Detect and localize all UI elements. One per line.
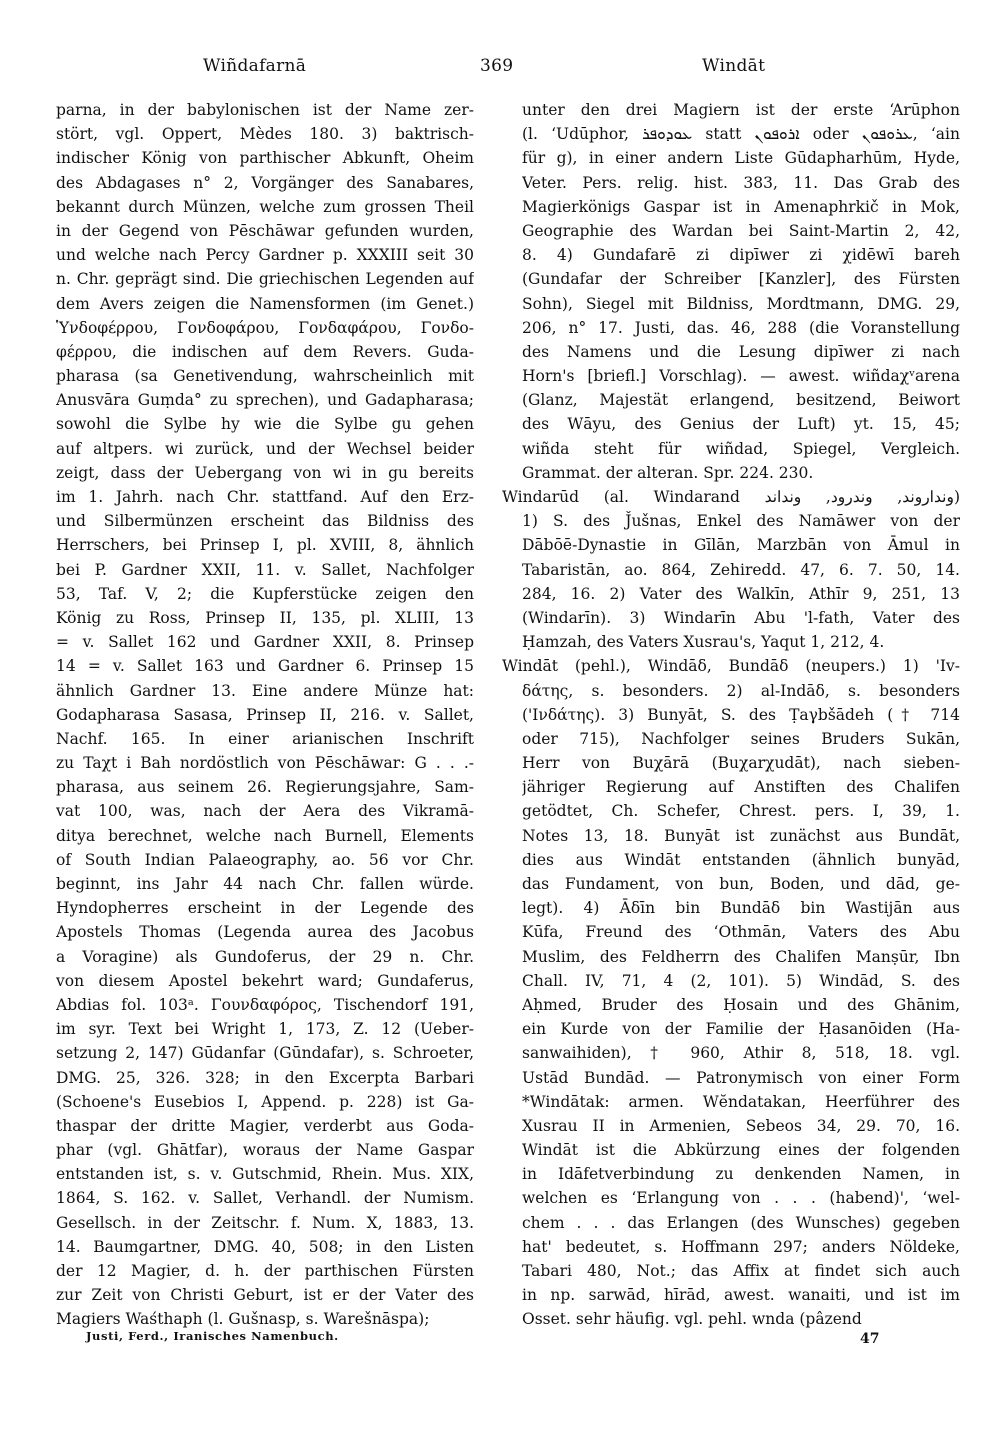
header-right-headword: Windāt [702, 56, 766, 76]
right-text-line: des Wāyu, des Genius der Luft) yt. 15, 45; [522, 415, 960, 434]
left-text-line: 53, Taf. V, 2; die Kupferstücke zeigen den [56, 584, 474, 603]
left-text-line: im syr. Text bei Wright 1, 173, Z. 12 (Ueber- [56, 1020, 474, 1039]
left-text-line: of South Indian Palaeography, ao. 56 vor Chr. [56, 850, 474, 869]
entry-text-line: getödtet, Ch. Schefer, Chrest. pers. I, 39, 1. [522, 802, 960, 821]
left-text-line: zur Zeit von Christi Geburt, ist er der Vater des [56, 1286, 474, 1305]
left-text-line: phar (vgl. Ghātfar), woraus der Name Gaspar [56, 1141, 474, 1160]
right-text-line: Grammat. der alteran. Spr. 224. 230. [522, 463, 814, 482]
right-text-line: (l. ʻUdūphor, ܥܘܕܘܦܪ statt ܐܪܘܦܘܢ oder ܥܪܘܦܘܢ, ʻain [522, 125, 960, 144]
left-text-line: indischer König von parthischer Abkunft, Oheim [56, 149, 474, 168]
right-text-line: Veter. Pers. relig. hist. 383, 11. Das Grab des [522, 173, 960, 192]
entry-text-line: hat' bedeutet, s. Hoffmann 297; anders Nöldeke, [522, 1237, 960, 1256]
entry-text-line: Xusrau II in Armenien, Sebeos 34, 29. 70, 16. [522, 1116, 960, 1135]
left-text-line: sowohl die Sylbe hy wie die Sylbe gu gehen [56, 415, 474, 434]
left-text-line: König zu Ross, Prinsep II, 135, pl. XLIII, 13 [56, 608, 474, 627]
right-text-line: unter den drei Magiern ist der erste ʻArūphon [522, 101, 960, 119]
right-text-line: (Glanz, Majestät erlangend, besitzend, Beiwort [522, 391, 960, 410]
left-text-line: in der Gegend von Pēschāwar gefunden wurden, [56, 221, 474, 240]
left-text-line: ditya berechnet, welche nach Burnell, Elements [56, 826, 474, 845]
right-text-line: 8. 4) Gundafarē zi dipīwer zi χidēwī bareh [522, 246, 960, 265]
entry-text-line: Tabari 480, Not.; das Affix at findet sich auch [522, 1262, 960, 1280]
left-text-line: dem Avers zeigen die Namensformen (im Genet.) [56, 294, 474, 313]
left-text-line: im 1. Jahrh. nach Chr. stattfand. Auf den Erz- [56, 488, 474, 506]
entry-text-line: Aḥmed, Bruder des Ḥosain und des Ghānim, [522, 995, 960, 1014]
left-text-line: parna, in der babylonischen ist der Name zer- [56, 101, 474, 119]
entry-text-line: Herr von Buχārā (Buχarχudāt), nach sieben- [522, 754, 960, 773]
left-text-line: 14. Baumgartner, DMG. 40, 508; in den Listen [56, 1237, 474, 1256]
left-text-line: zeigt, dass der Uebergang von wi in gu bereits [56, 463, 474, 482]
entry-text-line: (Windarīn). 3) Windarīn Abu 'l-fath, Vater des [522, 608, 960, 627]
left-text-line: Apostels Thomas (Legenda aurea des Jacobus [56, 923, 474, 942]
page-number: 369 [480, 56, 514, 76]
right-column [502, 98, 960, 1332]
entry-text-line: Muslim, des Feldherrn des Chalifen Manṣūr, Ibn [522, 947, 960, 966]
entry-text-line: welchen es ʻErlangung von . . . (habend)', ʻwel- [522, 1189, 960, 1208]
entry-text-line: *Windātak: armen. Wĕndatakan, Heerführer des [522, 1092, 960, 1111]
left-text-line: φέρρου, die indischen auf dem Revers. Guda- [56, 342, 474, 361]
entry-text-line: Windāt ist die Abkürzung eines der folgenden [522, 1141, 960, 1160]
left-text-line: Hyndopherres erscheint in der Legende des [56, 899, 474, 918]
entry-text-line: δάτης, s. besonders. 2) al-Indāδ, s. besonders [522, 681, 960, 700]
left-text-line: und Silbermünzen erscheint das Bildniss des [56, 512, 474, 531]
entry-text-line: das Fundament, von bun, Boden, und dād, ge- [522, 875, 960, 893]
right-text-line: Magierkönigs Gaspar ist in Amenaphrkič in Mok, [522, 197, 960, 216]
entry-text-line: Ustād Bundād. — Patronymisch von einer Form [522, 1068, 960, 1087]
left-text-line: auf altpers. wi zurück, und der Wechsel beider [56, 439, 474, 458]
left-text-line: 1864, S. 162. v. Sallet, Verhandl. der Numism. [56, 1189, 474, 1208]
right-text-line: des Namens und die Lesung dipīwer zi nach [522, 342, 960, 361]
right-text-line: Horn's [briefl.] Vorschlag). — awest. wiñdaχᵛarena [522, 367, 960, 386]
left-text-line: des Abdagases n° 2, Vorgänger des Sanabares, [56, 173, 474, 192]
left-text-line: Ὑνδοφέρρου, Γονδοφάρου, Γονδαφάρου, Γονδο- [56, 318, 474, 337]
left-text-line: n. Chr. geprägt sind. Die griechischen Legenden auf [56, 270, 474, 289]
left-text-line: 14 = v. Sallet 163 und Gardner 6. Prinsep 15 [56, 657, 474, 676]
right-text-line: (Gundafar der Schreiber [Kanzler], des Fürsten [522, 270, 960, 289]
entry-text-line: oder 715), Nachfolger seines Bruders Sukān, [522, 729, 960, 748]
entry-text-line: Chall. IV, 71, 4 (2, 101). 5) Windād, S. des [522, 971, 960, 990]
right-text-line: wiñda steht für wiñdad, Spiegel, Vergleich. [522, 439, 960, 458]
signature-mark: 47 [860, 1331, 880, 1347]
left-text-line: entstanden ist, s. v. Gutschmid, Rhein. Mus. XIX, [56, 1165, 474, 1184]
entry-text-line: Notes 13, 18. Bunyāt ist zunächst aus Bundāt, [522, 826, 960, 845]
left-text-line: stört, vgl. Oppert, Mèdes 180. 3) baktrisch- [56, 125, 474, 144]
entry-text-line: chem . . . das Erlangen (des Wunsches) gegeben [522, 1213, 960, 1232]
left-text-line: (Schoene's Eusebios I, Append. p. 228) ist Ga- [56, 1092, 474, 1111]
right-text-line: Sohn), Siegel mit Bildniss, Mordtmann, DMG. 29, [522, 294, 960, 313]
entry-text-line: ein Kurde von der Familie der Ḥasanōiden (Ha- [522, 1020, 960, 1039]
entry-text-line: Dābōē-Dynastie in Gīlān, Marzbān von Āmul in [522, 536, 960, 555]
entry-headword-line: Windarūd (al. Windarand ونداروند, وندرود, ونداند) [502, 488, 960, 506]
entry-text-line: Osset. sehr häufig. vgl. pehl. wnda (pâzend [522, 1310, 862, 1329]
left-text-line: Godapharasa Sasasa, Prinsep II, 216. v. Sallet, [56, 705, 474, 724]
header-left-headword: Wiñdafarnā [203, 56, 307, 76]
left-text-line: Herrschers, bei Prinsep I, pl. XVIII, 8, ähnlich [56, 536, 474, 555]
right-text-line: 206, n° 17. Justi, das. 46, 288 (die Voranstellung [522, 318, 960, 337]
left-text-line: Anusvāra Guṃda° zu sprechen), und Gadapharasa; [56, 391, 474, 410]
left-text-line: ähnlich Gardner 13. Eine andere Münze hat: [56, 681, 474, 700]
left-text-line: pharasa (sa Genetivendung, wahrscheinlich mit [56, 367, 474, 386]
left-text-line: Magiers Waśthaph (l. Gušnasp, s. Warešnāspa); [56, 1310, 430, 1329]
left-text-line: Gesellsch. in der Zeitschr. f. Num. X, 1883, 13. [56, 1213, 474, 1232]
imprint-line: Justi, Ferd., Iranisches Namenbuch. [86, 1329, 339, 1343]
entry-headword-line: Windāt (pehl.), Windāδ, Bundāδ (neupers.) 1) 'Iv- [502, 657, 960, 676]
left-text-line: DMG. 25, 326. 328; in den Excerpta Barbari [56, 1068, 474, 1087]
entry-text-line: jähriger Regierung auf Anstiften des Chalifen [522, 778, 960, 797]
entry-text-line: legt). 4) Āδīn bin Bundāδ bin Wastijān aus [522, 899, 960, 918]
entry-text-line: sanwaihiden), † 960, Athir 8, 518, 18. vgl. [522, 1044, 960, 1063]
left-text-line: zu Taχt i Bah nordöstlich von Pēschāwar: G . . .- [56, 754, 474, 773]
left-text-line: Nachf. 165. In einer arianischen Inschrift [56, 729, 474, 748]
entry-text-line: ('Ινδάτης). 3) Bunyāt, S. des Ṭaγbšādeh († 714 [522, 705, 960, 724]
entry-text-line: Kūfa, Freund des ʻOthmān, Vaters des Abu [522, 923, 960, 942]
left-text-line: beginnt, ins Jahr 44 nach Chr. fallen würde. [56, 875, 474, 893]
left-text-line: setzung 2, 147) Gūdanfar (Gūndafar), s. Schroeter, [56, 1044, 474, 1063]
left-text-line: thaspar der dritte Magier, verderbt aus Goda- [56, 1116, 474, 1135]
right-text-line: für g), in einer andern Liste Gūdapharhūm, Hyde, [522, 149, 960, 168]
running-header [0, 56, 1000, 86]
right-text-line: Geographie des Wardan bei Saint-Martin 2, 42, [522, 221, 960, 240]
left-text-line: = v. Sallet 162 und Gardner XXII, 8. Prinsep [56, 633, 474, 652]
left-text-line: der 12 Magier, d. h. der parthischen Fürsten [56, 1262, 474, 1280]
entry-text-line: in np. sarwād, hīrād, awest. wanaiti, und ist im [522, 1286, 960, 1305]
left-text-line: von diesem Apostel bekehrt ward; Gundaferus, [56, 971, 474, 990]
left-column [56, 98, 474, 1332]
left-text-line: pharasa, aus seinem 26. Regierungsjahre, Sam- [56, 778, 474, 797]
left-text-line: vat 100, was, nach der Aera des Vikramā- [56, 802, 474, 821]
entry-text-line: Ḥamzah, des Vaters Xusrau's, Yaqut 1, 212, 4. [522, 633, 885, 652]
left-text-line: bekannt durch Münzen, welche zum grossen Theil [56, 197, 474, 216]
entry-text-line: 1) S. des J̌ušnas, Enkel des Namāwer von der [522, 512, 960, 531]
left-text-line: Abdias fol. 103ᵃ. Γουνδαφόρος, Tischendorf 191, [56, 995, 474, 1014]
entry-text-line: dies aus Windāt entstanden (ähnlich bunyād, [522, 850, 960, 869]
left-text-line: und welche nach Percy Gardner p. XXXIII seit 30 [56, 246, 474, 265]
left-text-line: a Voragine) als Gundoferus, der 29 n. Chr. [56, 947, 474, 966]
entry-text-line: Tabaristān, ao. 864, Zehiredd. 47, 6. 7. 50, 14. [522, 560, 960, 579]
entry-text-line: in Idāfetverbindung zu denkenden Namen, in [522, 1165, 960, 1184]
left-text-line: bei P. Gardner XXII, 11. v. Sallet, Nachfolger [56, 560, 474, 579]
entry-text-line: 284, 16. 2) Vater des Walkīn, Athīr 9, 251, 13 [522, 584, 960, 603]
